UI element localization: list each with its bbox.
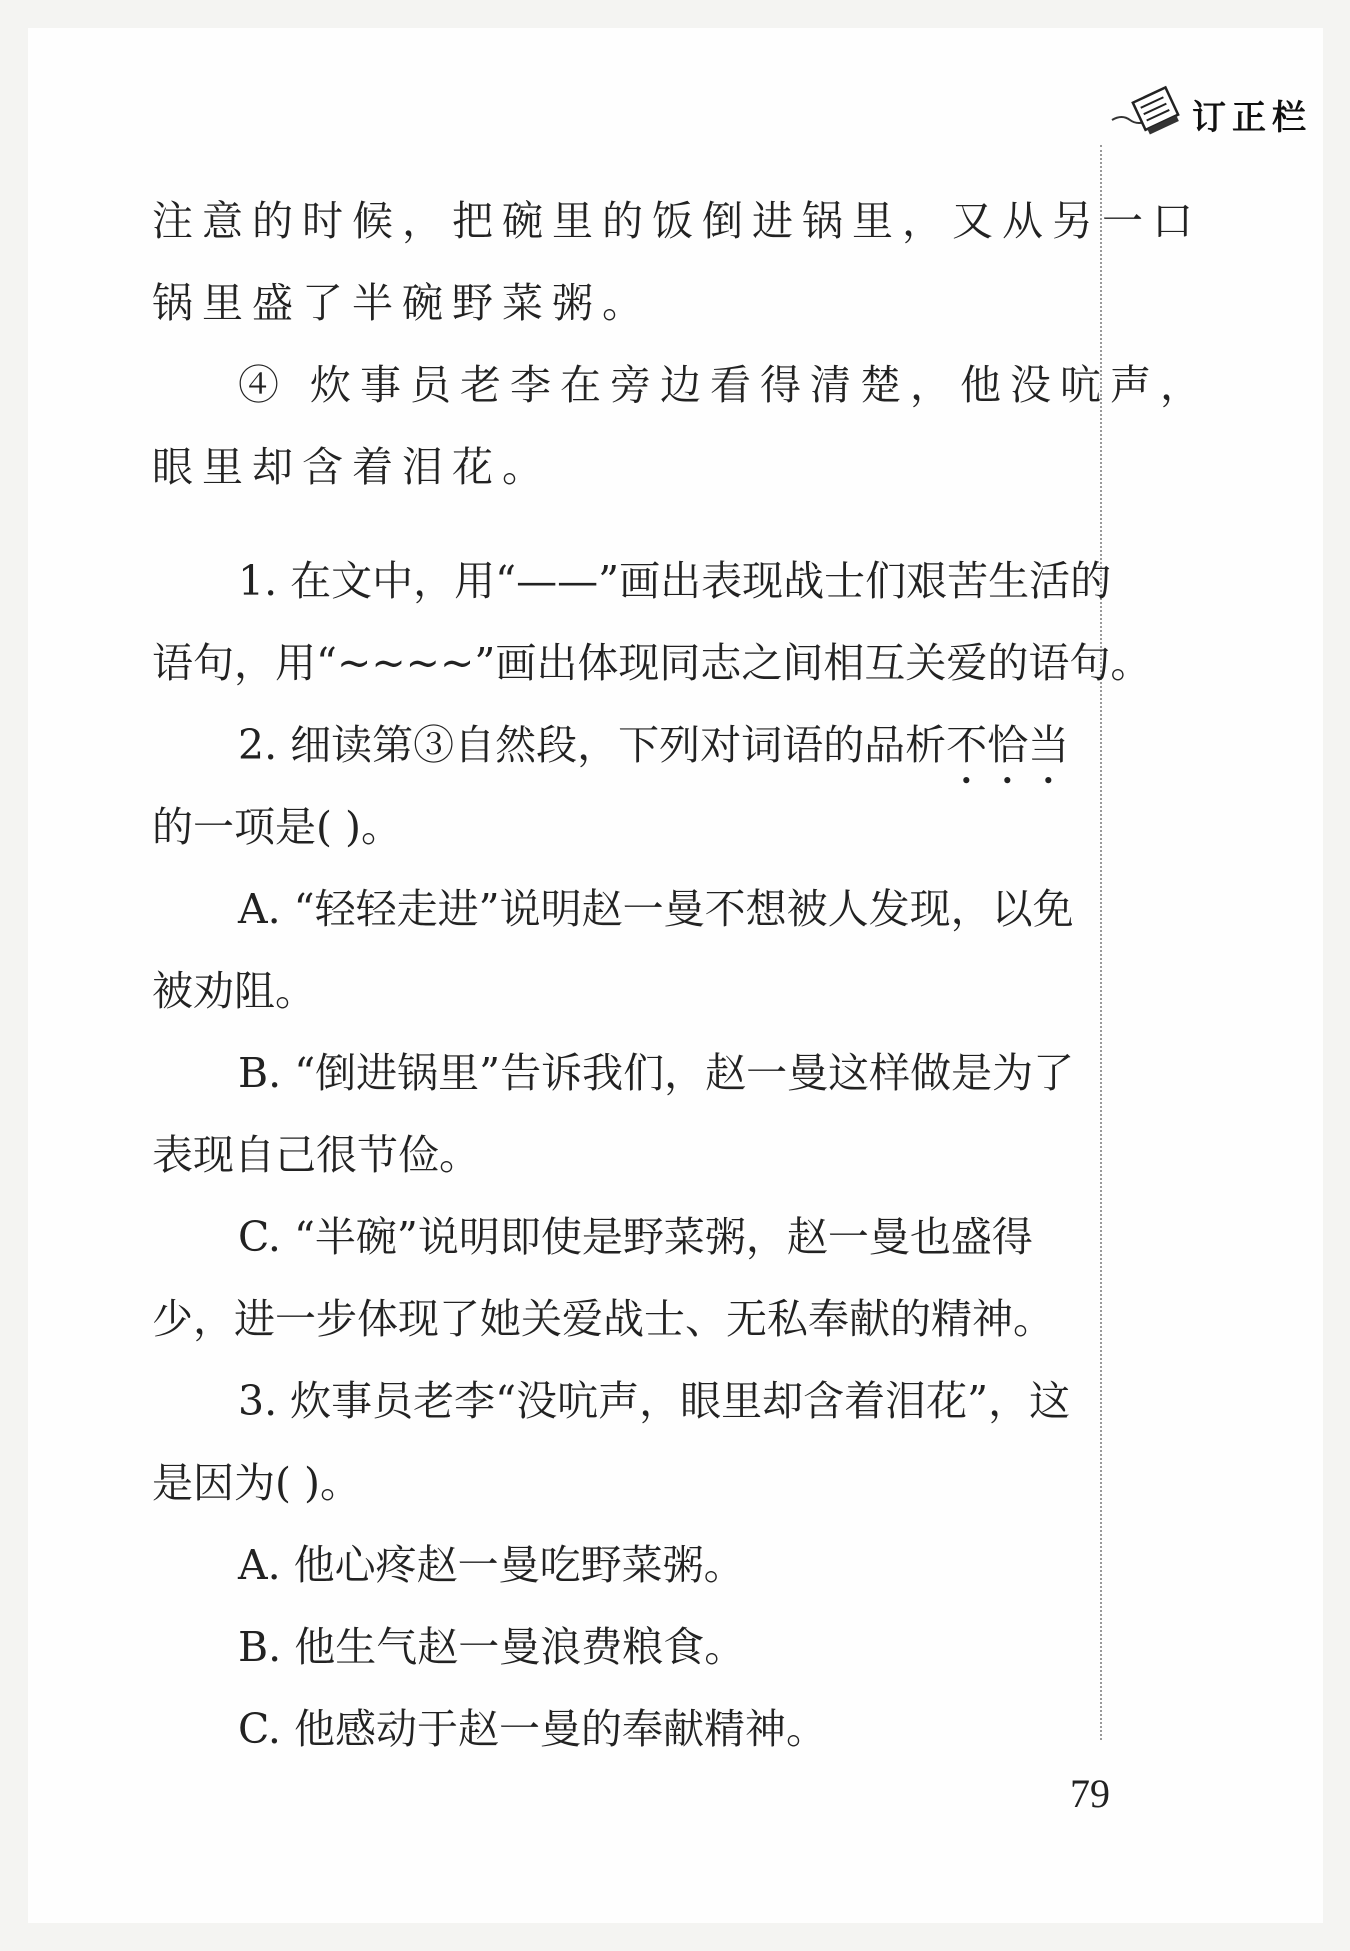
notebook-pencil-icon: [1110, 80, 1190, 140]
page-number: 79: [1070, 1771, 1110, 1816]
correction-column-title: 订正栏: [1192, 98, 1312, 138]
passage-paragraph-4: ④ 炊事员老李在旁边看得清楚，他没吭声，: [238, 361, 1211, 409]
emphasized-phrase: 不恰当: [946, 721, 1070, 769]
section-gap: [152, 508, 1082, 540]
question-3-option-b: B. 他生气赵一曼浪费粮食。: [238, 1623, 746, 1671]
question-2-option-c: C. “半碗”说明即使是野菜粥，赵一曼也盛得: [238, 1213, 1033, 1261]
question-2-answer-blank[interactable]: 的一项是( )。: [152, 803, 403, 851]
question-2-option-b: B. “倒进锅里”告诉我们，赵一曼这样做是为了: [238, 1049, 1075, 1097]
passage-line: 注意的时候，把碗里的饭倒进锅里，又从另一口: [152, 197, 1202, 245]
correction-column-header: [1110, 80, 1335, 140]
question-3-option-a: A. 他心疼赵一曼吃野菜粥。: [238, 1541, 745, 1589]
question-2-option-a: A. “轻轻走进”说明赵一曼不想被人发现，以免: [238, 885, 1074, 933]
question-3: 3. 炊事员老李“没吭声，眼里却含着泪花”，这: [238, 1377, 1071, 1425]
passage-line: 锅里盛了半碗野菜粥。: [152, 279, 652, 327]
question-2-option-a-continued: 被劝阻。: [152, 967, 316, 1015]
page-content: [152, 180, 1211, 1770]
question-2: [152, 704, 1082, 786]
question-3-option-c: C. 他感动于赵一曼的奉献精神。: [238, 1705, 827, 1753]
question-2-stem: 2. 细读第③自然段，下列对词语的品析: [238, 721, 947, 769]
passage-line: 眼里却含着泪花。: [152, 443, 552, 491]
question-2-option-c-continued: 少，进一步体现了她关爱战士、无私奉献的精神。: [152, 1295, 1054, 1343]
question-3-answer-blank[interactable]: 是因为( )。: [152, 1459, 362, 1507]
question-1: 1. 在文中，用“——”画出表现战士们艰苦生活的: [238, 557, 1112, 605]
question-1-continued: 语句，用“~~~~”画出体现同志之间相互关爱的语句。: [152, 639, 1152, 687]
question-2-option-b-continued: 表现自己很节俭。: [152, 1131, 480, 1179]
